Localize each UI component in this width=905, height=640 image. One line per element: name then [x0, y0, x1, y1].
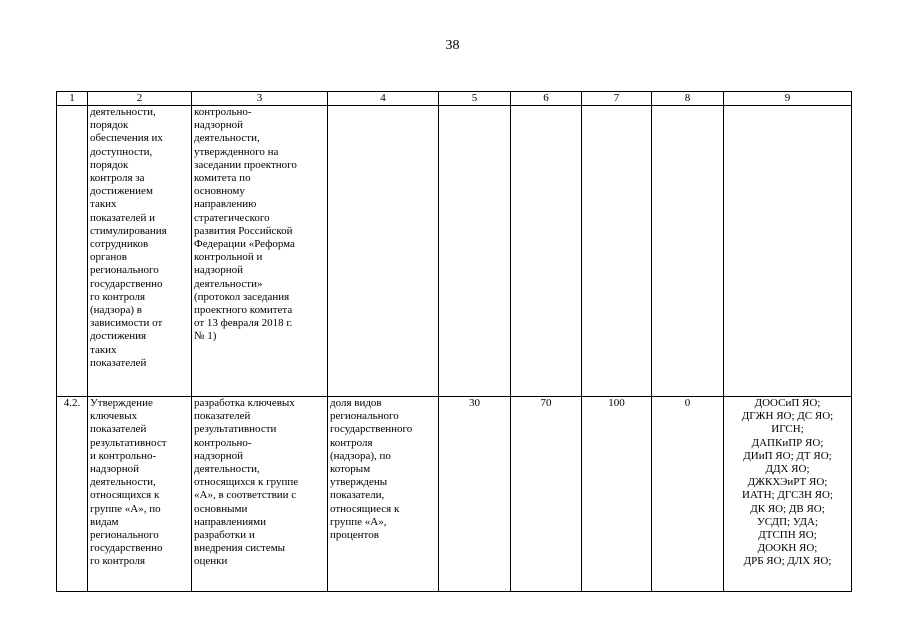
activity-cell: Утверждение ключевых показателей результативност и контрольно- надзорной деятельности, относящихся к группе «А», по видам регионального государственно го контроля	[88, 397, 192, 592]
responsible-cell: ДООСиП ЯО; ДГЖН ЯО; ДС ЯО; ИГСН; ДАПКиПР ЯО; ДИиП ЯО; ДТ ЯО; ДДХ ЯО; ДЖКХЭиРТ ЯО; ИАТН; ДГСЗН ЯО; ДК ЯО; ДВ ЯО; УСДП; УДА; ДТСПН ЯО; ДООКН ЯО; ДРБ ЯО; ДЛХ ЯО;	[724, 397, 852, 592]
page-number: 38	[445, 38, 460, 53]
row-number-cell: 4.2.	[57, 397, 88, 592]
table-row	[57, 397, 852, 592]
description-cell: разработка ключевых показателей результативности контрольно- надзорной деятельности, относящихся к группе «А», в соответствии с основными направлениями разработки и внедрения системы оценки	[192, 397, 328, 592]
value-cell-5: 30	[439, 397, 511, 592]
header-cell-9: 9	[724, 92, 852, 106]
value-cell-6	[511, 106, 582, 397]
responsible-cell	[724, 106, 852, 397]
value-cell-8	[652, 106, 724, 397]
value-cell-8: 0	[652, 397, 724, 592]
document-table	[56, 91, 852, 592]
value-cell-6: 70	[511, 397, 582, 592]
indicator-cell: доля видов регионального государственного контроля (надзора), по которым утверждены показатели, относящиеся к группе «А», процентов	[328, 397, 439, 592]
value-cell-5	[439, 106, 511, 397]
header-cell-8: 8	[652, 92, 724, 106]
table-header-row	[57, 92, 852, 106]
header-cell-4: 4	[328, 92, 439, 106]
value-cell-7	[582, 106, 652, 397]
header-cell-7: 7	[582, 92, 652, 106]
header-cell-3: 3	[192, 92, 328, 106]
header-cell-5: 5	[439, 92, 511, 106]
row-number-cell	[57, 106, 88, 397]
table-row	[57, 106, 852, 397]
activity-cell: деятельности, порядок обеспечения их доступности, порядок контроля за достижением таких показателей и стимулирования сотрудников органов регионального государственно го контроля (надзора) в зависимости от достижения таких показателей	[88, 106, 192, 397]
header-cell-2: 2	[88, 92, 192, 106]
value-cell-7: 100	[582, 397, 652, 592]
indicator-cell	[328, 106, 439, 397]
header-cell-1: 1	[57, 92, 88, 106]
header-cell-6: 6	[511, 92, 582, 106]
description-cell: контрольно- надзорной деятельности, утвержденного на заседании проектного комитета по основному направлению стратегического развития Российской Федерации «Реформа контрольной и надзорной деятельности» (протокол заседания проектного комитета от 13 февраля 2018 г. № 1)	[192, 106, 328, 397]
